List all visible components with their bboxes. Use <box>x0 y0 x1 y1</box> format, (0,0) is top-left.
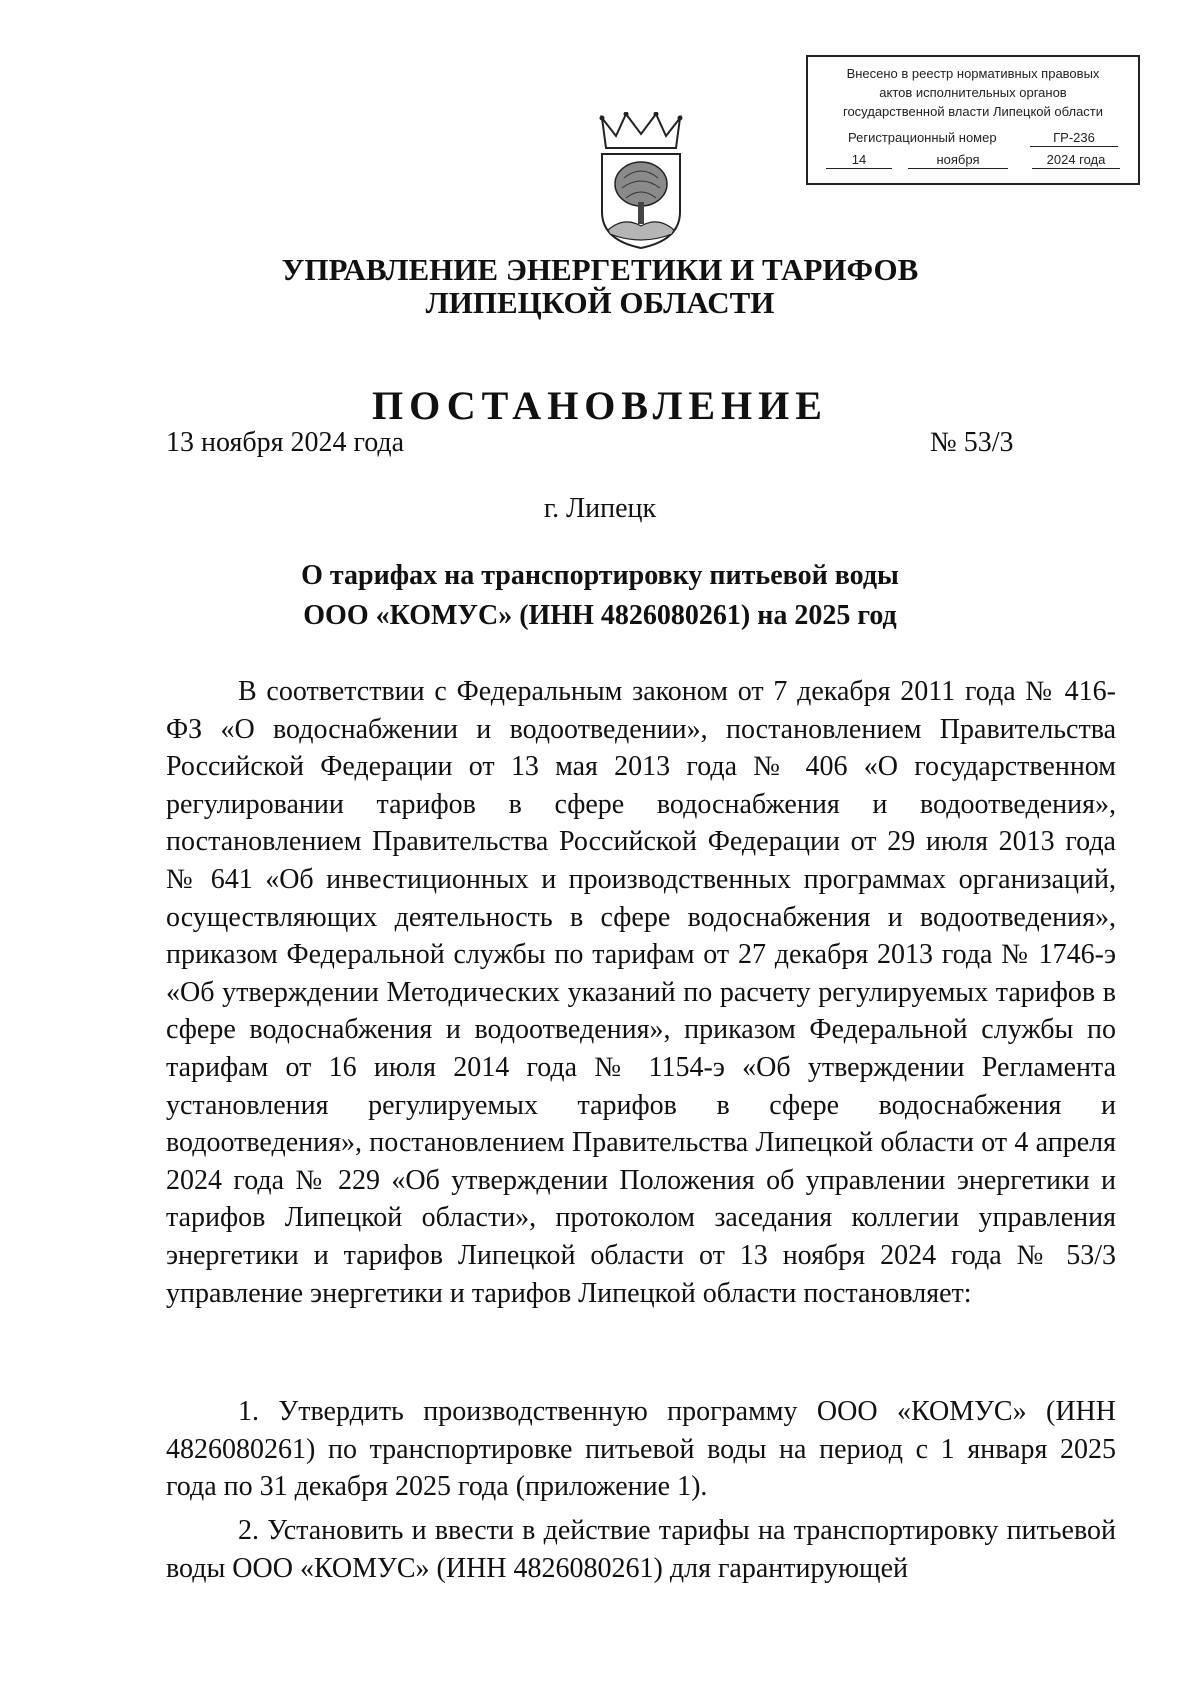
item-1-paragraph: 1. Утвердить производственную программу ООО «КОМУС» (ИНН 4826080261) по транспортировке питьевой воды на период с 1 января 2025 года по 31 декабря 2025 года (приложение 1). <box>166 1396 1116 1503</box>
org-name-line-1: УПРАВЛЕНИЕ ЭНЕРГЕТИКИ И ТАРИФОВ <box>281 252 919 287</box>
stamp-month: ноября <box>908 151 1008 169</box>
document-type-title: ПОСТАНОВЛЕНИЕ <box>372 383 828 428</box>
document-city: г. Липецк <box>543 493 657 524</box>
document-number: № 53/3 <box>930 427 1014 458</box>
stamp-registration-number: ГР-236 <box>1030 129 1118 147</box>
item-2-paragraph: 2. Установить и ввести в действие тарифы на транспортировку питьевой воды ООО «КОМУС» (ИНН 4826080261) для гарантирующей <box>166 1515 1116 1584</box>
stamp-line-2: актов исполнительных органов <box>879 85 1067 100</box>
stamp-year: 2024 года <box>1032 151 1120 169</box>
document-date: 13 ноября 2024 года <box>166 427 405 458</box>
stamp-line-1: Внесено в реестр нормативных правовых <box>846 66 1100 81</box>
org-name-line-2: ЛИПЕЦКОЙ ОБЛАСТИ <box>425 285 775 320</box>
subject-line-1: О тарифах на транспортировку питьевой воды <box>301 560 899 591</box>
coat-of-arms-icon <box>594 112 688 250</box>
stamp-line-3: государственной власти Липецкой области <box>842 104 1104 119</box>
preamble-paragraph: В соответствии с Федеральным законом от 7 декабря 2011 года № 416-ФЗ «О водоснабжении и водоотведении», постановлением Правительства Российской Федерации от 13 мая 2013 года № 406 «О государственном регулировании тарифов в сфере водоснабжения и водоотведения», постановлением Правительства Российской Федерации от 29 июля 2013 года № 641 «Об инвестиционных и производственных программах организаций, осуществляющих деятельность в сфере водоснабжения и водоотведения», приказом Федеральной службы по тарифам от 27 декабря 2013 года № 1746-э «Об утверждении Методических указаний по расчету регулируемых тарифов в сфере водоснабжения и водоотведения», приказом Федеральной службы по тарифам от 16 июля 2014 года № 1154-э «Об утверждении Регламента установления регулируемых тарифов в сфере водоснабжения и водоотведения», постановлением Правительства Липецкой области от 4 апреля 2024 года № 229 «Об утверждении Положения об управлении энергетики и тарифов Липецкой области», протоколом заседания коллегии управления энергетики и тарифов Липецкой области от 13 ноября 2024 года № 53/3 управление энергетики и тарифов Липецкой области постановляет: <box>166 676 1116 1309</box>
registry-stamp <box>806 55 1140 185</box>
subject-line-2: ООО «КОМУС» (ИНН 4826080261) на 2025 год <box>303 600 897 631</box>
stamp-registration-label: Регистрационный номер <box>848 130 997 145</box>
stamp-day: 14 <box>826 151 892 169</box>
